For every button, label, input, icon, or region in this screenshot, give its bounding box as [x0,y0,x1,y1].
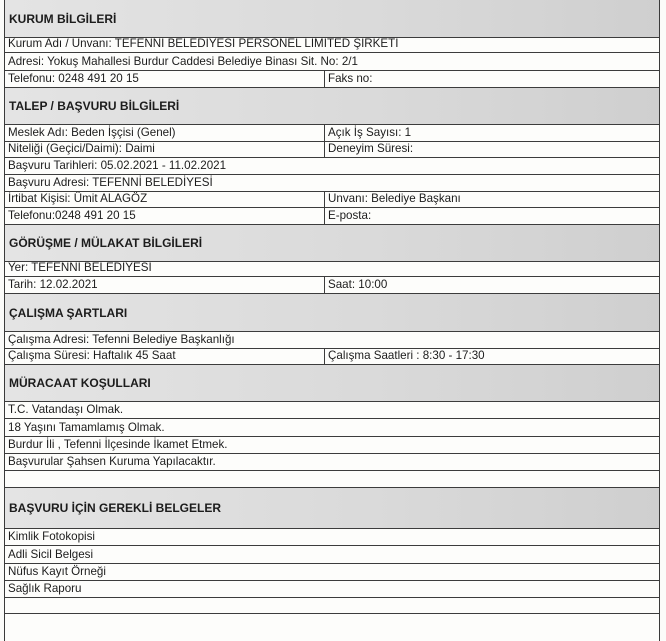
basvuru-adresi-field: Başvuru Adresi: TEFENNİ BELEDİYESİ [8,176,213,189]
section-header-gorusme [5,225,659,262]
talep-telefon-field: Telefonu:0248 491 20 15 [5,208,325,224]
saat-field: Saat: 10:00 [328,278,388,291]
unvan-field: Unvanı: Belediye Başkanı [328,192,461,205]
section-title-belgeler: BAŞVURU İÇİN GEREKLİ BELGELER [9,501,222,515]
basvuru-tarihleri-field: Başvuru Tarihleri: 05.02.2021 - 11.02.2021 [8,159,227,172]
tarih-field: Tarih: 12.02.2021 [5,277,325,293]
row-kurum-telefon [5,71,659,88]
row-muracaat-3 [5,437,659,454]
eposta-field: E-posta: [328,209,372,222]
row-muracaat-2 [5,419,659,437]
row-belge-empty [5,598,659,614]
row-tarih [5,277,659,294]
calisma-suresi-field: Çalışma Süresi: Haftalık 45 Saat [5,349,325,364]
belge-item: Sağlık Raporu [8,582,82,595]
section-header-talep [5,88,659,125]
row-kurum-adi [5,38,659,53]
row-meslek [5,125,659,142]
row-belge-2 [5,546,659,564]
section-header-muracaat [5,365,659,402]
section-title-talep: TALEP / BAŞVURU BİLGİLERİ [9,99,180,113]
irtibat-field: İrtibat Kişisi: Ümit ALAGÖZ [5,192,325,207]
row-muracaat-empty [5,471,659,488]
belge-item: Nüfus Kayıt Örneği [8,565,106,578]
row-irtibat [5,192,659,208]
muracaat-item: T.C. Vatandaşı Olmak. [8,403,124,416]
muracaat-item: 18 Yaşını Tamamlamış Olmak. [8,421,165,434]
row-belge-4 [5,581,659,598]
muracaat-item: Başvurular Şahsen Kuruma Yapılacaktır. [8,455,216,468]
kurum-faks-field: Faks no: [328,72,373,85]
acik-is-field: Açık İş Sayısı: 1 [328,126,412,139]
section-header-belgeler [5,488,659,529]
row-kurum-adres [5,53,659,71]
section-title-gorusme: GÖRÜŞME / MÜLAKAT BİLGİLERİ [9,236,203,250]
row-belge-1 [5,529,659,546]
calisma-adresi-field: Çalışma Adresi: Tefenni Belediye Başkanlığı [8,333,235,346]
section-title-calisma: ÇALIŞMA ŞARTLARI [9,305,128,320]
yer-field: Yer: TEFENNİ BELEDİYESİ [8,262,152,274]
deneyim-field: Deneyim Süresi: [328,142,414,155]
row-muracaat-4 [5,454,659,471]
section-title-kurum: KURUM BİLGİLERİ [9,11,117,26]
kurum-adres-field: Adresi: Yokuş Mahallesi Burdur Caddesi Belediye Binası Sit. No: 2/1 [8,55,358,68]
calisma-saatleri-field: Çalışma Saatleri : 8:30 - 17:30 [328,349,485,362]
row-calisma-suresi [5,349,659,365]
muracaat-item: Burdur İli , Tefenni İlçesinde İkamet Etmek. [8,438,228,451]
belge-item: Kimlik Fotokopisi [8,530,95,543]
niteligi-field: Niteliği (Geçici/Daimi): Daimi [5,142,325,157]
meslek-field: Meslek Adı: Beden İşçisi (Genel) [5,125,325,141]
belge-item: Adli Sicil Belgesi [8,548,94,561]
section-header-kurum [5,0,659,38]
row-niteligi [5,142,659,158]
row-talep-telefon [5,208,659,225]
section-header-calisma [5,294,659,332]
section-title-muracaat: MÜRACAAT KOŞULLARI [9,376,151,390]
kurum-telefon-field: Telefonu: 0248 491 20 15 [5,71,325,87]
row-yer [5,262,659,277]
row-basvuru-adresi [5,175,659,192]
row-calisma-adresi [5,332,659,349]
kurum-adi-field: Kurum Adı / Unvanı: TEFENNİ BELEDİYESİ PERSONEL LİMİTED ŞİRKETİ [8,38,399,50]
form-sheet [4,0,660,641]
row-belge-3 [5,564,659,581]
row-muracaat-1 [5,402,659,419]
row-basvuru-tarihleri [5,158,659,175]
